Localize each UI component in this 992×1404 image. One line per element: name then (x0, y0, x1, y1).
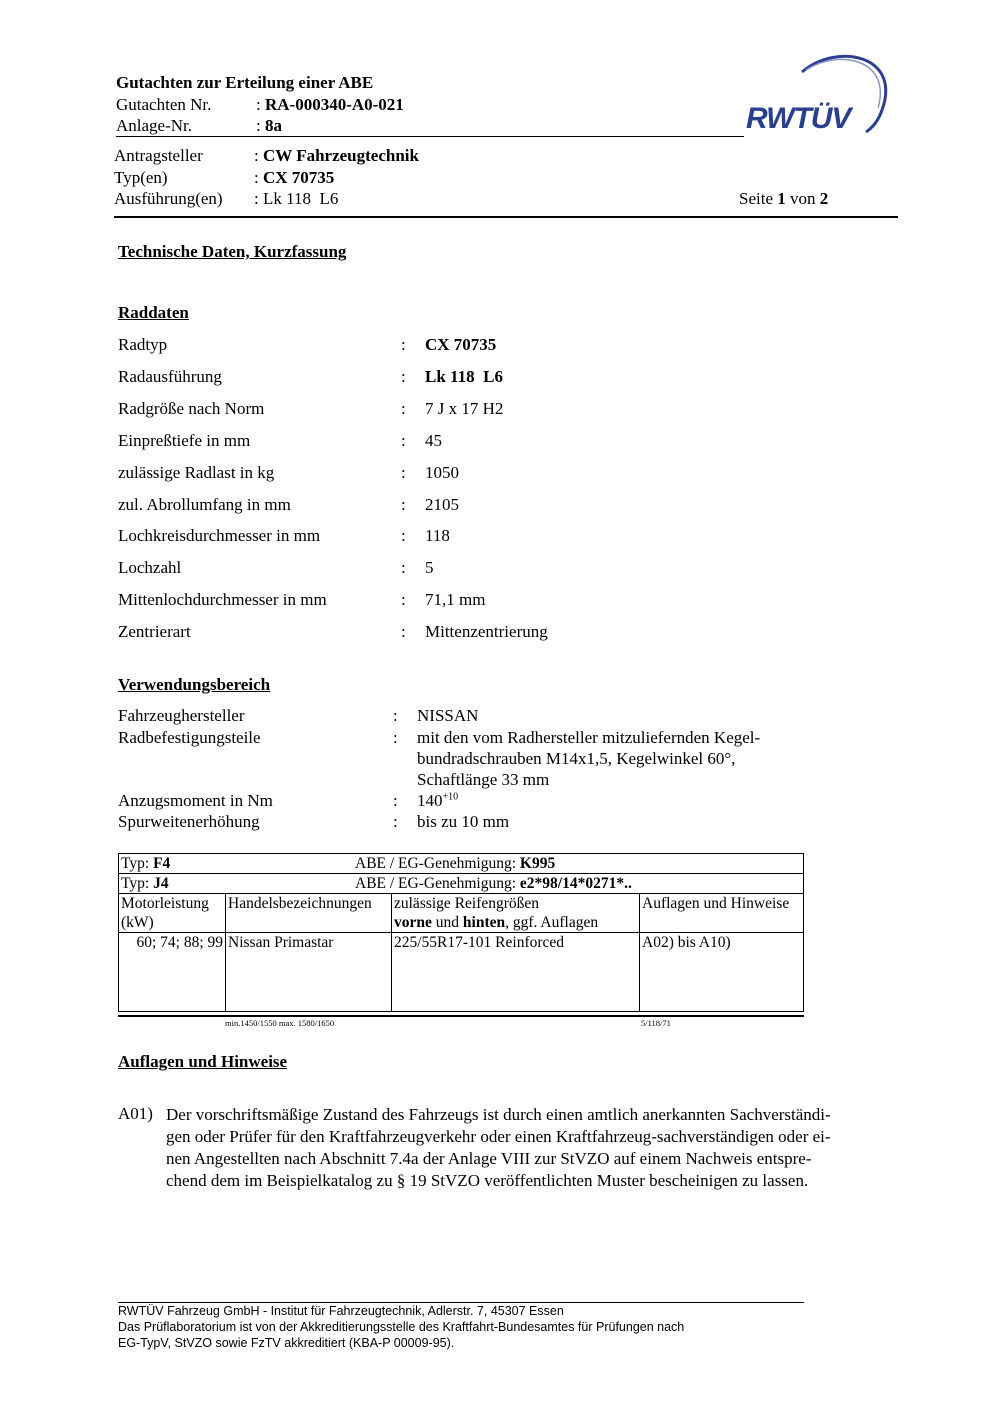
anlage-label: Anlage-Nr. (116, 116, 193, 135)
anzug-label: Anzugsmoment in Nm (118, 791, 273, 810)
section-verwendung-heading: Verwendungsbereich (118, 675, 271, 694)
gutachten-value: : RA-000340-A0-021 (256, 95, 404, 114)
antragsteller-value: : CW Fahrzeugtechnik (254, 146, 419, 165)
raddaten-label: Radgröße nach Norm (118, 399, 265, 418)
section-auflagen-heading: Auflagen und Hinweise (118, 1052, 288, 1071)
type-cell: Typ: J4 ABE / EG-Genehmigung: e2*98/14*0271*.. (119, 874, 804, 894)
abe-approval: ABE / EG-Genehmigung: K995 (355, 855, 556, 872)
raddaten-value: 1050 (425, 463, 459, 482)
abe-approval: ABE / EG-Genehmigung: e2*98/14*0271*.. (355, 875, 632, 892)
document-title: Gutachten zur Erteilung einer ABE (116, 73, 374, 92)
raddaten-label: Radausführung (118, 367, 222, 386)
befestigung-label: Radbefestigungsteile (118, 728, 261, 747)
table-row (119, 854, 804, 874)
spur-label: Spurweitenerhöhung (118, 812, 260, 831)
table-bottom-rule (118, 1015, 804, 1017)
hersteller-colon: : (393, 706, 398, 725)
raddaten-value: Mittenzentrierung (425, 622, 548, 641)
raddaten-value: Lk 118 L6 (425, 367, 503, 386)
raddaten-colon: : (401, 335, 406, 354)
approval-table (118, 853, 804, 1012)
ausfuehrung-value: : Lk 118 L6 (254, 189, 339, 208)
section-tech-heading: Technische Daten, Kurzfassung (118, 242, 347, 261)
table-cell: Nissan Primastar (226, 933, 392, 1012)
a01-line: gen oder Prüfer für den Kraftfahrzeugverkehr oder einen Kraftfahrzeug-sachverständigen oder ei- (166, 1127, 831, 1146)
raddaten-label: Mittenlochdurchmesser in mm (118, 590, 327, 609)
a01-line: Der vorschriftsmäßige Zustand des Fahrzeugs ist durch einen amtlich anerkannten Sachverständi- (166, 1105, 831, 1124)
header-divider (116, 136, 744, 137)
anlage-value: : 8a (256, 116, 282, 135)
raddaten-value: 118 (425, 526, 450, 545)
typen-label: Typ(en) (114, 168, 168, 187)
table-row (119, 933, 804, 1012)
raddaten-colon: : (401, 399, 406, 418)
type-cell: Typ: F4 ABE / EG-Genehmigung: K995 (119, 854, 804, 874)
befestigung-colon: : (393, 728, 398, 747)
befestigung-line: Schaftlänge 33 mm (417, 770, 550, 789)
table-cell: 60; 74; 88; 99 (119, 933, 226, 1012)
raddaten-colon: : (401, 431, 406, 450)
table-cell: 225/55R17-101 Reinforced (392, 933, 640, 1012)
raddaten-colon: : (401, 495, 406, 514)
hersteller-label: Fahrzeughersteller (118, 706, 245, 725)
raddaten-colon: : (401, 367, 406, 386)
raddaten-colon: : (401, 590, 406, 609)
raddaten-value: 71,1 mm (425, 590, 486, 609)
raddaten-value: 45 (425, 431, 442, 450)
table-cell: A02) bis A10) (640, 933, 804, 1012)
befestigung-line: bundradschrauben M14x1,5, Kegelwinkel 60°, (417, 749, 736, 768)
a01-line: chend dem im Beispielkatalog zu § 19 StVZO veröffentlichten Muster bescheinigen zu lassen. (166, 1171, 809, 1190)
raddaten-label: zul. Abrollumfang in mm (118, 495, 291, 514)
a01-label: A01) (118, 1104, 153, 1123)
hersteller-value: NISSAN (417, 706, 479, 725)
raddaten-value: 2105 (425, 495, 459, 514)
raddaten-value: 5 (425, 558, 434, 577)
raddaten-value: CX 70735 (425, 335, 497, 354)
spur-value: bis zu 10 mm (417, 812, 510, 831)
rwtuev-logo: RWTÜV (742, 50, 902, 145)
raddaten-label: Zentrierart (118, 622, 191, 641)
header-bottom-rule (114, 216, 898, 218)
page-indicator: Seite 1 von 2 (739, 189, 829, 208)
antragsteller-label: Antragsteller (114, 146, 203, 165)
anzug-colon: : (393, 791, 398, 810)
raddaten-colon: : (401, 463, 406, 482)
footer (118, 1303, 684, 1351)
column-header: Motorleistung (kW) (119, 894, 226, 933)
raddaten-label: Einpreßtiefe in mm (118, 431, 251, 450)
footer-line: RWTÜV Fahrzeug GmbH - Institut für Fahrzeugtechnik, Adlerstr. 7, 45307 Essen (118, 1304, 564, 1318)
table-header-row (119, 894, 804, 933)
raddaten-value: 7 J x 17 H2 (425, 399, 504, 418)
raddaten-label: Radtyp (118, 335, 168, 354)
a01-text (166, 1104, 831, 1192)
column-header: zulässige Reifengrößen vorne und hinten, ggf. Auflagen (392, 894, 640, 933)
table-note-right: 5/118/71 (641, 1018, 671, 1028)
raddaten-label: Lochkreisdurchmesser in mm (118, 526, 321, 545)
raddaten-label: Lochzahl (118, 558, 182, 577)
footer-line: Das Prüflaboratorium ist von der Akkreditierungsstelle des Kraftfahrt-Bundesamtes für Prüfungen nach (118, 1320, 685, 1334)
gutachten-label: Gutachten Nr. (116, 95, 212, 114)
anzug-value: $140^{+10}$ (417, 791, 459, 810)
raddaten-label: zulässige Radlast in kg (118, 463, 275, 482)
section-raddaten-heading: Raddaten (118, 303, 189, 322)
raddaten-colon: : (401, 558, 406, 577)
spur-colon: : (393, 812, 398, 831)
column-header: Handelsbezeichnungen (226, 894, 392, 933)
footer-line: EG-TypV, StVZO sowie FzTV akkreditiert (KBA-P 00009-95). (118, 1336, 455, 1350)
table-note-left: min.1450/1550 max. 1580/1650 (225, 1018, 335, 1028)
table-row (119, 874, 804, 894)
typen-value: : CX 70735 (254, 168, 335, 187)
ausfuehrung-label: Ausführung(en) (114, 189, 223, 208)
a01-line: nen Angestellten nach Abschnitt 7.4a der Anlage VIII zur StVZO auf einem Nachweis entspre- (166, 1149, 812, 1168)
raddaten-colon: : (401, 526, 406, 545)
column-header: Auflagen und Hinweise (640, 894, 804, 933)
raddaten-colon: : (401, 622, 406, 641)
befestigung-line: mit den vom Radhersteller mitzuliefernden Kegel- (417, 728, 761, 747)
